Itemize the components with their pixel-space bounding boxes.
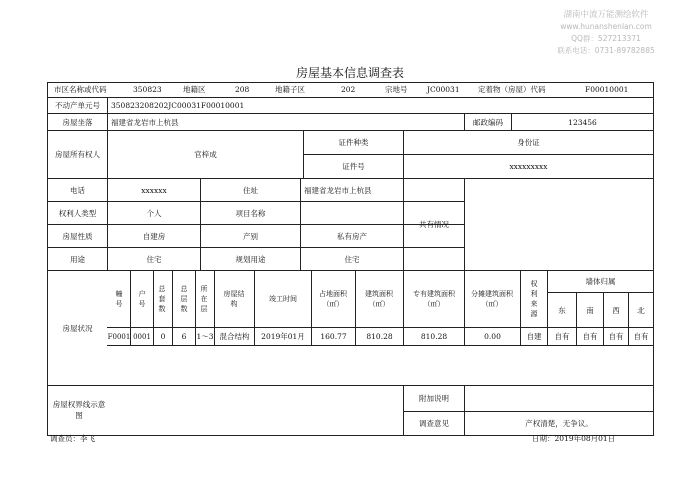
property-value: 私有房产 bbox=[337, 231, 367, 241]
fixture-label: 定着物（房屋）代码 bbox=[478, 85, 546, 94]
cell-west: 自有 bbox=[608, 332, 624, 341]
watermark bbox=[526, 9, 686, 57]
col-structure: 房屋结构 bbox=[223, 290, 245, 308]
subdistrict-label: 地籍子区 bbox=[275, 85, 305, 94]
phone-label: 电话 bbox=[70, 185, 85, 195]
cell-total-floors: 6 bbox=[181, 332, 187, 341]
cell-south: 自有 bbox=[582, 332, 598, 341]
note-value bbox=[465, 386, 653, 411]
cell-exclusive-area: 810.28 bbox=[420, 332, 448, 341]
watermark-phone: 联系电话：0731-89782885 bbox=[557, 46, 655, 55]
fixture-value: F00010001 bbox=[585, 85, 629, 94]
right-type-label: 权利人类型 bbox=[58, 208, 97, 218]
district-label: 地籍区 bbox=[183, 85, 206, 94]
cell-unit: 0001 bbox=[133, 332, 151, 341]
cell-land-area: 160.77 bbox=[320, 332, 347, 341]
location-value: 福建省龙岩市上杭县 bbox=[111, 117, 179, 127]
id-type-value: 身份证 bbox=[517, 138, 540, 147]
watermark-qq: QQ群：527213371 bbox=[571, 34, 641, 43]
location-label: 房屋坐落 bbox=[62, 117, 93, 127]
project-label: 项目名称 bbox=[235, 208, 266, 218]
usage-value: 住宅 bbox=[146, 254, 162, 264]
col-south: 南 bbox=[586, 305, 594, 315]
col-unit: 户号 bbox=[138, 290, 146, 308]
cell-total-units: 0 bbox=[160, 332, 166, 341]
watermark-website: www.hunanshenlan.com bbox=[560, 22, 652, 31]
owner-label: 房屋所有权人 bbox=[55, 150, 100, 159]
address-label: 住址 bbox=[243, 185, 258, 195]
note-label: 附加说明 bbox=[419, 394, 449, 403]
status-label: 房屋状况 bbox=[62, 323, 93, 333]
id-no-value: xxxxxxxxx bbox=[509, 162, 548, 171]
property-label: 产别 bbox=[243, 231, 258, 241]
col-total-units: 总套数 bbox=[158, 285, 166, 313]
phone-value: xxxxxx bbox=[141, 185, 167, 195]
col-west: 西 bbox=[612, 305, 620, 315]
cell-floor: 1～3 bbox=[196, 332, 214, 341]
parcel-label: 宗地号 bbox=[385, 85, 408, 94]
address-value: 福建省龙岩市上杭县 bbox=[304, 185, 372, 195]
cell-completed: 2019年01月 bbox=[261, 332, 305, 341]
cell-shared-area: 0.00 bbox=[484, 332, 501, 341]
form-title: 房屋基本信息调查表 bbox=[295, 66, 404, 80]
parcel-value: JC00031 bbox=[427, 85, 460, 94]
cell-building-area: 810.28 bbox=[366, 332, 393, 341]
district-value: 208 bbox=[235, 85, 250, 94]
owner-value: 官梓成 bbox=[194, 150, 217, 159]
col-exclusive-area: 专有建筑面积（㎡） bbox=[413, 290, 455, 308]
plan-usage-label: 规划用途 bbox=[235, 254, 266, 264]
postcode-value: 123456 bbox=[568, 117, 597, 127]
col-shared-area: 分摊建筑面积（㎡） bbox=[471, 290, 513, 308]
nature-label: 房屋性质 bbox=[62, 231, 93, 241]
boundary-label: 房屋权界线示意图 bbox=[52, 400, 106, 420]
right-type-value: 个人 bbox=[146, 208, 162, 218]
col-north: 北 bbox=[637, 305, 645, 315]
opinion-label: 调查意见 bbox=[419, 419, 449, 428]
unit-no-value: 350823208202JC00031F00010001 bbox=[111, 101, 245, 110]
col-completed: 竣工时间 bbox=[269, 295, 297, 303]
id-type-label: 证件种类 bbox=[338, 138, 369, 147]
usage-label: 用途 bbox=[70, 254, 85, 264]
opinion-value: 产权清楚，无争议。 bbox=[525, 419, 593, 428]
subdistrict-value: 202 bbox=[341, 85, 356, 94]
survey-date: 日期：2019年08月01日 bbox=[532, 434, 616, 443]
project-value bbox=[301, 202, 403, 224]
id-no-label: 证件号 bbox=[342, 162, 365, 171]
unit-no-label: 不动产单元号 bbox=[55, 101, 100, 110]
cell-east: 自有 bbox=[554, 332, 570, 341]
shared-value bbox=[465, 179, 653, 270]
nature-value: 自建房 bbox=[142, 231, 166, 241]
investigator: 调查员：李飞 bbox=[50, 434, 95, 443]
col-floor: 所在层 bbox=[200, 285, 208, 313]
col-source: 权利来源 bbox=[530, 280, 538, 318]
col-building: 幢号 bbox=[115, 290, 123, 308]
cell-source: 自建 bbox=[526, 332, 542, 341]
watermark-company: 湖南中流万能测绘软件 bbox=[563, 10, 649, 20]
col-wall: 墙体归属 bbox=[585, 277, 616, 286]
cell-north: 自有 bbox=[633, 332, 649, 341]
col-land-area: 占地面积（㎡） bbox=[319, 290, 347, 308]
cell-structure: 混合结构 bbox=[219, 332, 250, 341]
col-total-floors: 总层数 bbox=[180, 285, 188, 313]
cell-building: F0001 bbox=[108, 332, 130, 341]
postcode-label: 邮政编码 bbox=[473, 117, 503, 127]
plan-usage-value: 住宅 bbox=[344, 254, 360, 264]
city-label: 市区名称或代码 bbox=[54, 85, 107, 94]
shared-label: 共有情况 bbox=[419, 220, 449, 229]
col-building-area: 建筑面积（㎡） bbox=[365, 290, 393, 308]
city-value: 350823 bbox=[133, 85, 162, 94]
col-east: 东 bbox=[558, 305, 566, 315]
